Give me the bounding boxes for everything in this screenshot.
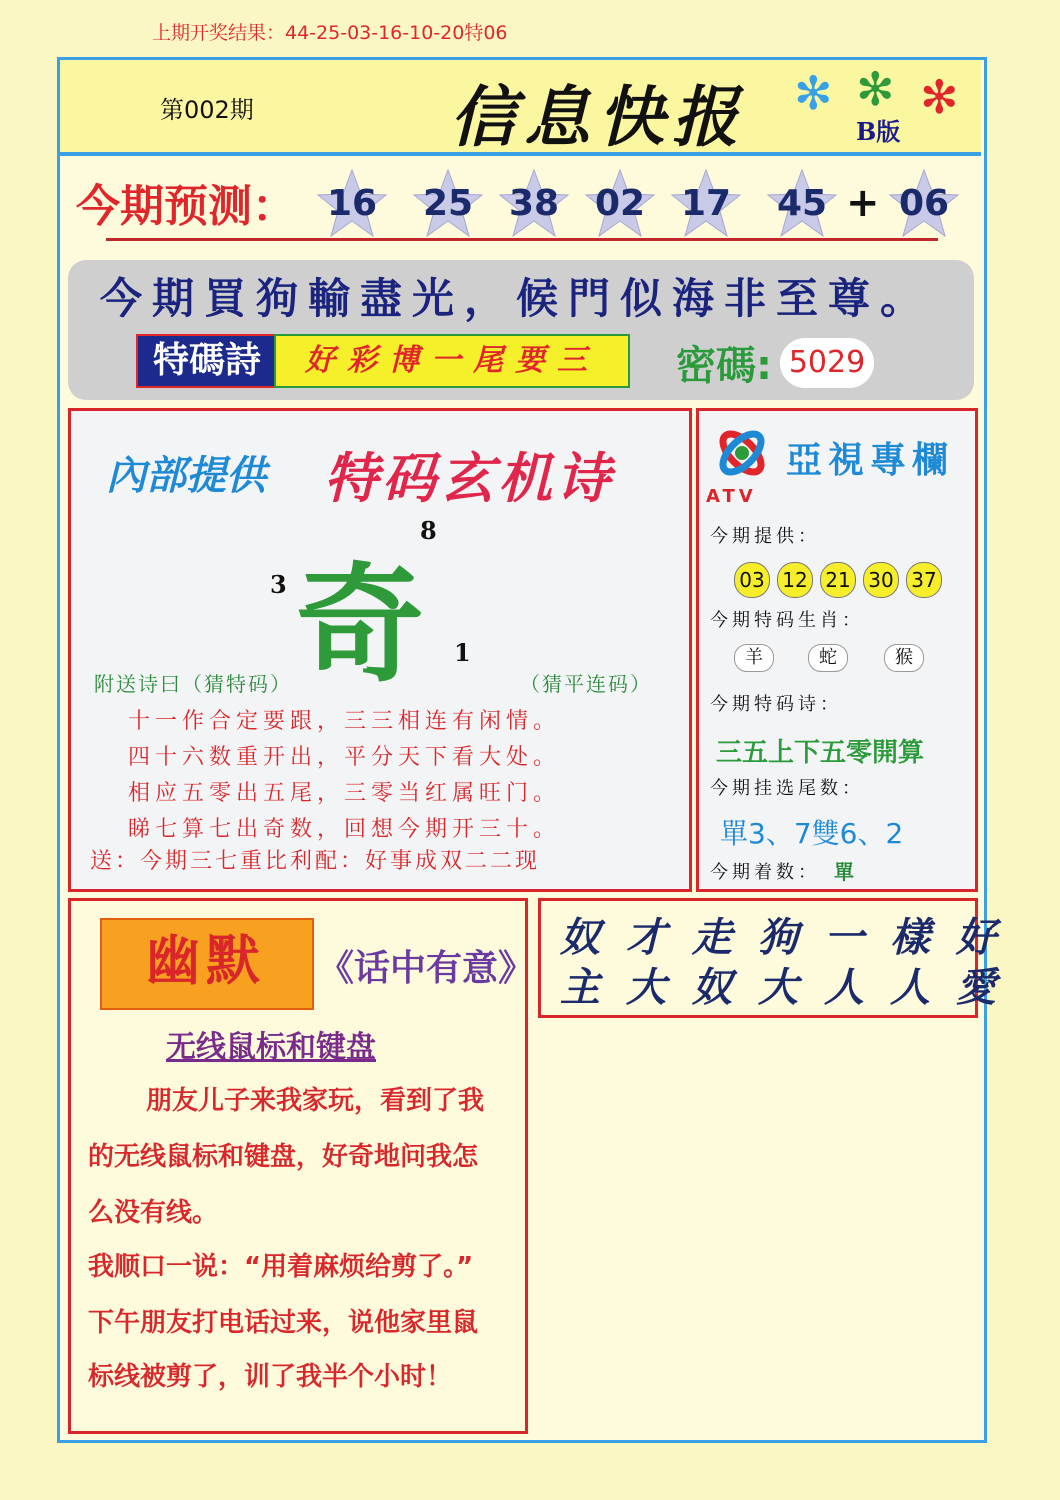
headline: 今期買狗輸盡光，候門似海非至尊。 <box>100 274 933 323</box>
atv-tail-value: 單3、7雙6、2 <box>720 817 904 850</box>
story-line: 朋友儿子来我家玩，看到了我 <box>146 1086 485 1116</box>
asterisk-green-icon: ✻ <box>856 62 895 116</box>
mystery-number-left: 3 <box>270 570 287 599</box>
humor-heading: 无线鼠标和键盘 <box>166 1030 376 1065</box>
prediction-number: 02 <box>574 168 666 240</box>
atv-number-ball: 21 <box>820 562 856 598</box>
story-line: 么没有线。 <box>88 1198 219 1228</box>
special-number: 06 <box>878 168 970 240</box>
mystery-character: 奇 <box>296 551 425 700</box>
atv-poem-text: 三五上下五零開算 <box>716 738 925 768</box>
poem-line: 送：今期三七重比利配：好事成双二二现 <box>90 849 541 874</box>
story-line: 标线被剪了，训了我半个小时！ <box>88 1362 453 1392</box>
prediction-number: 45 <box>756 168 848 240</box>
story-line: 我顺口一说：“用着麻烦给剪了。” <box>88 1252 474 1282</box>
atv-column-title: 亞視專欄 <box>786 440 955 481</box>
atv-number-ball: 12 <box>777 562 813 598</box>
saying-line: 奴才走狗一樣好 <box>560 914 1022 961</box>
atv-logo-text: ATV <box>706 486 757 507</box>
story-line: 下午朋友打电话过来，说他家里鼠 <box>88 1308 479 1338</box>
atv-zodiac-label: 今期特码生肖： <box>710 610 864 631</box>
divider <box>106 238 938 241</box>
story-line: 的无线鼠标和键盘，好奇地问我怎 <box>88 1142 479 1172</box>
poem-line: 相应五零出五尾，三零当红属旺门。 <box>128 781 561 806</box>
atv-provide-label: 今期提供： <box>710 526 820 547</box>
prediction-number: 17 <box>660 168 752 240</box>
password-label: 密碼: <box>676 343 772 389</box>
humor-badge-text: 幽默 <box>146 929 266 992</box>
special-poem-text: 好彩博一尾要三 <box>274 334 630 388</box>
atv-number-ball: 03 <box>734 562 770 598</box>
asterisk-red-icon: ✻ <box>920 70 959 124</box>
saying-line: 主大奴大人人愛 <box>560 964 1022 1011</box>
asterisk-blue-icon: ✻ <box>794 66 833 120</box>
poem-line: 十一作合定要跟，三三相连有闲情。 <box>128 709 561 734</box>
internal-label: 內部提供 <box>106 453 266 499</box>
zodiac-badge: 猴 <box>884 644 924 672</box>
prediction-label: 今期预测： <box>76 181 296 232</box>
atv-number-ball: 37 <box>906 562 942 598</box>
newspaper-title: 信息快报 <box>450 78 746 156</box>
prediction-number: 38 <box>488 168 580 240</box>
mystery-number-bottom: 1 <box>454 638 471 667</box>
humor-subtitle: 《话中有意》 <box>318 948 535 989</box>
atv-logo-icon <box>712 424 772 482</box>
password-value: 5029 <box>780 338 874 388</box>
poem-note-right: （猜平连码） <box>520 672 652 696</box>
atv-tail-label: 今期挂选尾数： <box>710 778 864 799</box>
prediction-number: 25 <box>402 168 494 240</box>
plus-sign: + <box>846 180 880 226</box>
issue-number: 第002期 <box>160 96 254 124</box>
poem-note-left: 附送诗曰（猜特码） <box>94 672 292 696</box>
zodiac-badge: 羊 <box>734 644 774 672</box>
edition-label: B版 <box>856 117 901 146</box>
zodiac-badge: 蛇 <box>808 644 848 672</box>
atv-bet-label: 今期着数： <box>710 862 820 883</box>
atv-poem-label: 今期特码诗： <box>710 694 842 715</box>
mystery-number-top: 8 <box>420 516 437 545</box>
poem-line: 四十六数重开出，平分天下看大处。 <box>128 745 561 770</box>
atv-bet-value: 單 <box>834 860 854 884</box>
special-poem-label: 特碼詩 <box>136 334 278 388</box>
poem-line: 睇七算七出奇数，回想今期开三十。 <box>128 817 561 842</box>
mystery-poem-title: 特码玄机诗 <box>324 447 614 510</box>
prediction-number: 16 <box>306 168 398 240</box>
last-draw-result: 上期开奖结果：44-25-03-16-10-20特06 <box>152 22 508 44</box>
atv-number-ball: 30 <box>863 562 899 598</box>
